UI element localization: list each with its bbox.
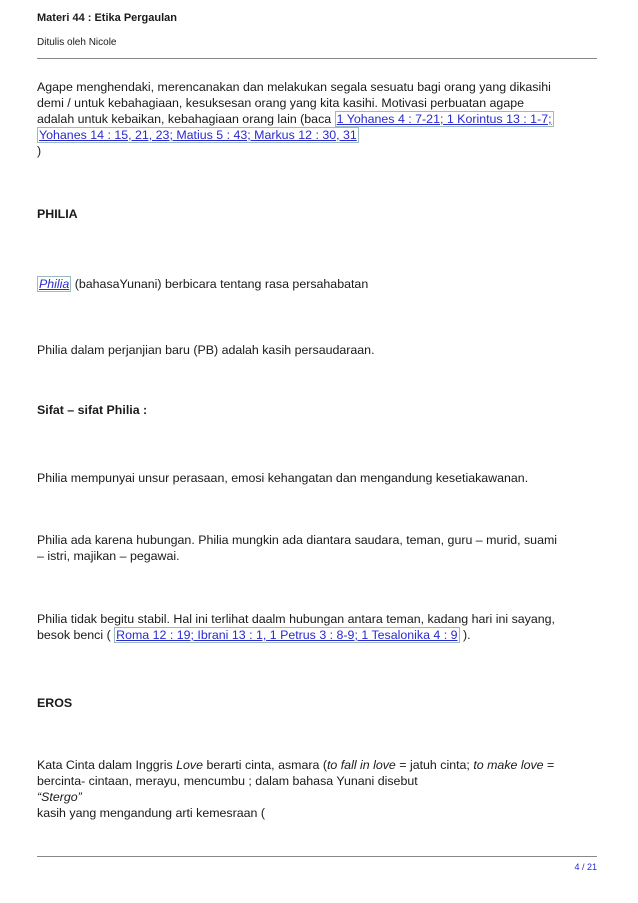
- page-header: [37, 10, 597, 50]
- sifat-2-line-2: – istri, majikan – pegawai.: [37, 549, 180, 563]
- sifat-3-line-2-text: besok benci (: [37, 628, 115, 642]
- philia-definition-text: (bahasaYunani) berbicara tentang rasa persahabatan: [71, 277, 369, 291]
- philia-pb-paragraph: Philia dalam perjanjian baru (PB) adalah kasih persaudaraan.: [37, 343, 375, 357]
- sifat-paragraph-2: [37, 532, 597, 564]
- agape-line-2: demi / untuk kebahagiaan, kesuksesan orang yang kita kasihi. Motivasi perbuatan agape: [37, 96, 524, 110]
- sifat-2-line-1: Philia ada karena hubungan. Philia mungkin ada diantara saudara, teman, guru – murid, suami: [37, 533, 558, 547]
- eros-italic-make-love: to make love: [473, 758, 544, 772]
- eros-text-3: = jatuh cinta;: [395, 758, 474, 772]
- philia-definition: [37, 276, 597, 292]
- agape-paragraph: [37, 79, 597, 159]
- eros-italic-love: Love: [176, 758, 203, 772]
- eros-line-2: bercinta- cintaan, merayu, mencumbu ; dalam bahasa Yunani disebut: [37, 774, 418, 788]
- agape-line-4: [37, 127, 597, 143]
- eros-line-1: [37, 757, 597, 773]
- agape-line-3: [37, 111, 597, 127]
- sifat-paragraph-1: Philia mempunyai unsur perasaan, emosi kehangatan dan mengandung kesetiakawanan.: [37, 471, 529, 485]
- eros-paragraph: [37, 757, 597, 821]
- sifat-3-line-1: Philia tidak begitu stabil. Hal ini terlihat daalm hubungan antara teman, kadang hari ini sayang,: [37, 612, 555, 626]
- eros-text-4: =: [543, 758, 555, 772]
- sifat-paragraph-3: [37, 611, 597, 643]
- eros-heading: EROS: [37, 696, 73, 710]
- eros-text-1: Kata Cinta dalam Inggris: [37, 758, 177, 772]
- document-title: Materi 44 : Etika Pergaulan: [37, 12, 177, 24]
- agape-line-5: ): [37, 144, 42, 158]
- sifat-heading: Sifat – sifat Philia :: [37, 403, 148, 417]
- agape-reference-link-1[interactable]: 1 Yohanes 4 : 7-21; 1 Korintus 13 : 1-7;: [336, 112, 552, 126]
- sifat-3-reference-link[interactable]: Roma 12 : 19; Ibrani 13 : 1, 1 Petrus 3 : 8-9; 1 Tesalonika 4 : 9: [116, 628, 458, 642]
- sifat-3-line-2: [37, 627, 597, 643]
- agape-line-3-text: adalah untuk kebaikan, kebahagiaan orang lain (baca: [37, 112, 335, 126]
- footer-divider: [37, 856, 597, 857]
- agape-reference-link-2[interactable]: Yohanes 14 : 15, 21, 23; Matius 5 : 43; Markus 12 : 30, 31: [39, 128, 357, 142]
- agape-line-1: Agape menghendaki, merencanakan dan melakukan segala sesuatu bagi orang yang dikasihi: [37, 80, 551, 94]
- philia-link[interactable]: Philia: [39, 277, 70, 291]
- sifat-3-line-2-end: ).: [459, 628, 471, 642]
- eros-italic-fall-in-love: to fall in love: [326, 758, 396, 772]
- eros-stergo: “Stergo”: [37, 790, 82, 804]
- eros-text-2: berarti cinta, asmara (: [203, 758, 327, 772]
- header-divider: [37, 58, 597, 59]
- page-number: 4 / 21: [574, 862, 597, 872]
- philia-heading: PHILIA: [37, 207, 78, 221]
- document-author: Ditulis oleh Nicole: [37, 37, 117, 48]
- eros-line-4: kasih yang mengandung arti kemesraan (: [37, 806, 265, 820]
